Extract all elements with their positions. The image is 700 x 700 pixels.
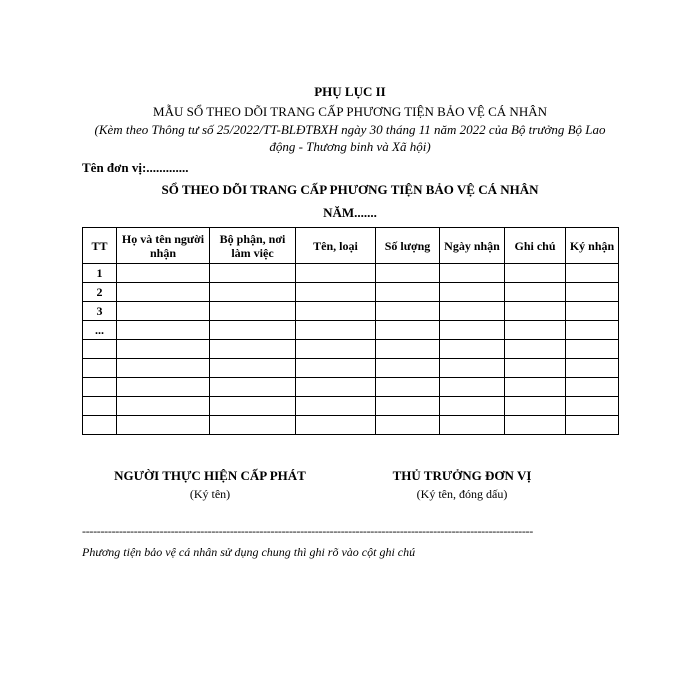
cell-recipient-name (117, 340, 210, 359)
cell-item-type (296, 397, 376, 416)
cell-notes (505, 283, 566, 302)
column-header-notes: Ghi chú (505, 228, 566, 264)
cell-item-type (296, 264, 376, 283)
cell-notes (505, 340, 566, 359)
cell-quantity (376, 264, 440, 283)
table-row (83, 397, 619, 416)
cell-tt: 2 (83, 283, 117, 302)
cell-date-received (440, 340, 505, 359)
cell-tt (83, 378, 117, 397)
cell-date-received (440, 264, 505, 283)
cell-recipient-name (117, 416, 210, 435)
table-row (83, 321, 619, 340)
cell-department (210, 340, 296, 359)
table-row (83, 416, 619, 435)
cell-signature (566, 264, 619, 283)
column-header-signature: Ký nhận (566, 228, 619, 264)
cell-date-received (440, 416, 505, 435)
cell-department (210, 321, 296, 340)
column-header-recipient-name: Họ và tên người nhận (117, 228, 210, 264)
cell-signature (566, 378, 619, 397)
cell-recipient-name (117, 359, 210, 378)
cell-department (210, 283, 296, 302)
table-row (83, 302, 619, 321)
cell-recipient-name (117, 283, 210, 302)
cell-notes (505, 302, 566, 321)
year-line: NĂM....... (323, 205, 377, 220)
form-title: MẪU SỔ THEO DÕI TRANG CẤP PHƯƠNG TIỆN BẢO VỆ CÁ NHÂN (153, 104, 547, 119)
cell-quantity (376, 283, 440, 302)
cell-quantity (376, 359, 440, 378)
cell-department (210, 302, 296, 321)
cell-signature (566, 397, 619, 416)
cell-signature (566, 283, 619, 302)
table-row (83, 264, 619, 283)
column-header-date-received: Ngày nhận (440, 228, 505, 264)
cell-quantity (376, 302, 440, 321)
footnote-divider: -------------------------------------------------------------------------------------------------------------------------- (82, 524, 533, 538)
cell-recipient-name (117, 397, 210, 416)
cell-recipient-name (117, 264, 210, 283)
cell-recipient-name (117, 378, 210, 397)
column-header-item-type: Tên, loại (296, 228, 376, 264)
cell-date-received (440, 359, 505, 378)
head-of-unit-signature-block (350, 468, 574, 502)
cell-item-type (296, 302, 376, 321)
cell-quantity (376, 378, 440, 397)
issuer-title: NGƯỜI THỰC HIỆN CẤP PHÁT (114, 468, 306, 483)
cell-tt (83, 397, 117, 416)
cell-date-received (440, 283, 505, 302)
cell-notes (505, 321, 566, 340)
cell-date-received (440, 321, 505, 340)
column-header-department: Bộ phận, nơi làm việc (210, 228, 296, 264)
cell-notes (505, 378, 566, 397)
cell-department (210, 416, 296, 435)
cell-department (210, 378, 296, 397)
cell-item-type (296, 321, 376, 340)
cell-tt: ... (83, 321, 117, 340)
cell-quantity (376, 340, 440, 359)
unit-name-field: Tên đơn vị:............. (82, 160, 189, 175)
table-row (83, 359, 619, 378)
footnote: Phương tiện bảo vệ cá nhân sử dụng chung thì ghi rõ vào cột ghi chú (82, 545, 416, 559)
cell-date-received (440, 302, 505, 321)
cell-date-received (440, 378, 505, 397)
cell-department (210, 397, 296, 416)
ppe-ledger-table (82, 227, 619, 435)
cell-signature (566, 340, 619, 359)
cell-tt: 1 (83, 264, 117, 283)
table-row (83, 283, 619, 302)
cell-item-type (296, 416, 376, 435)
table-header-row (83, 228, 619, 264)
cell-department (210, 359, 296, 378)
cell-tt: 3 (83, 302, 117, 321)
cell-item-type (296, 359, 376, 378)
cell-signature (566, 359, 619, 378)
cell-notes (505, 359, 566, 378)
book-title: SỔ THEO DÕI TRANG CẤP PHƯƠNG TIỆN BẢO VỆ CÁ NHÂN (161, 182, 539, 197)
column-header-tt: TT (83, 228, 117, 264)
table-row (83, 340, 619, 359)
cell-item-type (296, 378, 376, 397)
cell-quantity (376, 397, 440, 416)
column-header-quantity: Số lượng (376, 228, 440, 264)
cell-signature (566, 302, 619, 321)
cell-recipient-name (117, 321, 210, 340)
cell-signature (566, 321, 619, 340)
issuer-sign-note: (Ký tên) (189, 487, 231, 501)
issuer-signature-block (92, 468, 328, 502)
cell-notes (505, 397, 566, 416)
cell-tt (83, 340, 117, 359)
cell-quantity (376, 416, 440, 435)
cell-notes (505, 416, 566, 435)
cell-tt (83, 416, 117, 435)
appendix-title: PHỤ LỤC II (314, 84, 386, 99)
cell-tt (83, 359, 117, 378)
cell-item-type (296, 340, 376, 359)
cell-signature (566, 416, 619, 435)
cell-recipient-name (117, 302, 210, 321)
legal-reference: (Kèm theo Thông tư số 25/2022/TT-BLĐTBXH ngày 30 tháng 11 năm 2022 của Bộ trưởng Bộ Lao động - Thương binh và Xã hội) (94, 122, 606, 154)
head-of-unit-sign-note: (Ký tên, đóng dấu) (416, 487, 508, 501)
cell-date-received (440, 397, 505, 416)
head-of-unit-title: THỦ TRƯỞNG ĐƠN VỊ (392, 468, 532, 483)
cell-quantity (376, 321, 440, 340)
cell-item-type (296, 283, 376, 302)
cell-department (210, 264, 296, 283)
table-row (83, 378, 619, 397)
cell-notes (505, 264, 566, 283)
